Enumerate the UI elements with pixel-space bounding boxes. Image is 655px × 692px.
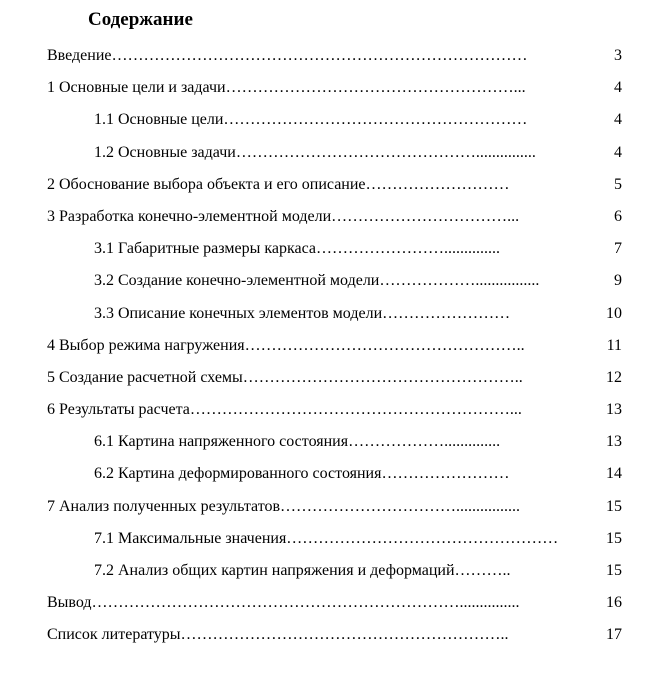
page-title: Содержание xyxy=(88,9,193,30)
toc-entry-page: 12 xyxy=(606,368,622,386)
toc-entry-title: 3.1 Габаритные размеры каркаса…………………….............. xyxy=(94,240,500,258)
toc-entry-page: 9 xyxy=(614,272,622,290)
toc-subentry xyxy=(0,299,655,331)
toc-entry-page: 10 xyxy=(606,304,622,322)
toc-subentry xyxy=(0,138,655,170)
toc-entry-page: 4 xyxy=(614,79,622,97)
toc-entry-title: Вывод……………………………………………………………............... xyxy=(47,594,520,612)
toc-subentry xyxy=(0,105,655,137)
toc-entry xyxy=(0,331,655,363)
toc-entry-title: 2 Обоснование выбора объекта и его описание……………………… xyxy=(47,175,510,193)
toc-entry xyxy=(0,492,655,524)
toc-entry-page: 15 xyxy=(606,562,622,579)
toc-entry-title: 3.3 Описание конечных элементов модели…………………… xyxy=(94,304,511,322)
toc-entry-page: 4 xyxy=(614,111,622,129)
toc-entry-page: 5 xyxy=(614,175,622,193)
toc-entry-title: 5 Создание расчетной схемы…………………………………………….. xyxy=(47,368,523,386)
toc-subentry xyxy=(0,266,655,298)
toc-entry xyxy=(0,202,655,234)
toc-entry-title: 1.1 Основные цели………………………………………………… xyxy=(94,111,528,129)
toc-entry-page: 15 xyxy=(606,529,622,547)
toc-subentry xyxy=(0,234,655,266)
toc-entry-title: 7.2 Анализ общих картин напряжения и деформаций……….. xyxy=(94,562,511,579)
toc-entry-page: 7 xyxy=(614,240,622,258)
toc-entry-page: 6 xyxy=(614,207,622,225)
toc-entry-title: 6 Результаты расчета……………………………………………………... xyxy=(47,401,522,419)
toc-entry-title: Список литературы…………………………………………………….. xyxy=(47,626,509,644)
toc-entry-page: 3 xyxy=(614,47,622,64)
toc-entry xyxy=(0,41,655,73)
toc-entry xyxy=(0,588,655,620)
toc-entry-title: 3.2 Создание конечно-элементной модели………………................ xyxy=(94,272,540,290)
toc-entry-title: 1.2 Основные задачи………………………………………............... xyxy=(94,143,536,161)
toc-entry-title: 6.2 Картина деформированного состояния…………………… xyxy=(94,465,510,483)
toc-entry-title: 4 Выбор режима нагружения…………………………………………….. xyxy=(47,336,525,354)
toc-entry-page: 14 xyxy=(606,465,622,483)
toc-entry-page: 16 xyxy=(606,594,622,612)
toc-entry-page: 13 xyxy=(606,401,622,419)
toc-entry-page: 15 xyxy=(606,497,622,515)
toc-entry-title: 7 Анализ полученных результатов……………………………................ xyxy=(47,497,521,515)
toc-entry-title: Введение…………………………………………………………………… xyxy=(47,47,528,64)
toc-subentry xyxy=(0,556,655,588)
toc-entry-title: 1 Основные цели и задачи………………………………………………... xyxy=(47,79,526,97)
toc-entry xyxy=(0,395,655,427)
toc-subentry xyxy=(0,524,655,556)
toc-entry-page: 17 xyxy=(606,626,622,644)
toc-entry-page: 11 xyxy=(606,336,622,354)
toc-subentry xyxy=(0,427,655,459)
toc-entry xyxy=(0,620,655,652)
toc-entry-title: 3 Разработка конечно-элементной модели……………………………... xyxy=(47,207,520,225)
toc-entry-title: 7.1 Максимальные значения…………………………………………… xyxy=(94,529,559,547)
toc-entry xyxy=(0,170,655,202)
toc-entry-title: 6.1 Картина напряженного состояния……………….............. xyxy=(94,433,501,451)
toc-entry-page: 4 xyxy=(614,143,622,161)
toc-subentry xyxy=(0,459,655,491)
table-of-contents xyxy=(0,41,655,653)
toc-entry xyxy=(0,363,655,395)
toc-entry xyxy=(0,73,655,105)
toc-entry-page: 13 xyxy=(606,433,622,451)
